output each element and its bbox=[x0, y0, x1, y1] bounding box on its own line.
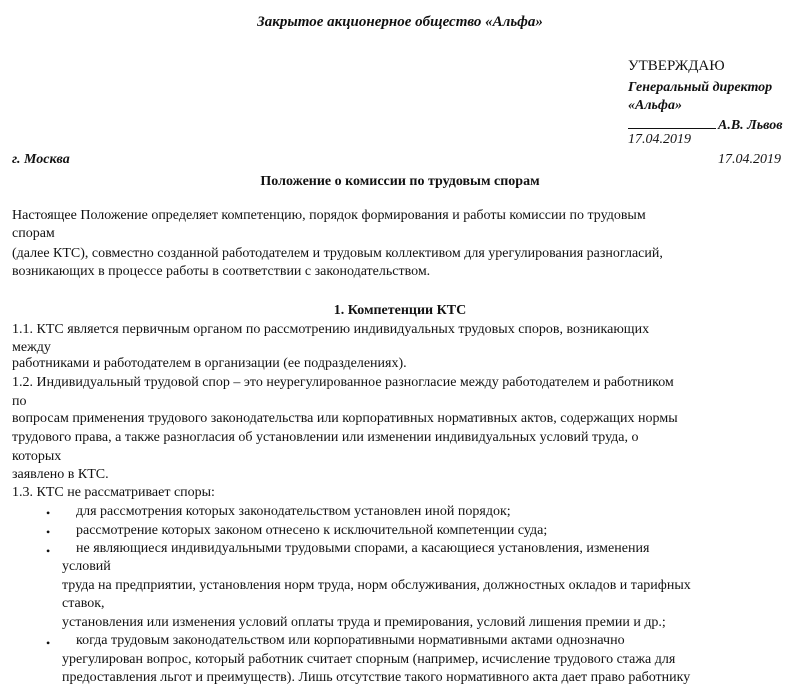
list-item: для рассмотрения которых законодательством установлен иной порядок; bbox=[76, 504, 511, 519]
approval-position-line1: Генеральный директор bbox=[628, 80, 773, 95]
approval-signature-name: А.В. Львов bbox=[718, 118, 783, 133]
bullet-icon: • bbox=[46, 525, 51, 539]
document-city: г. Москва bbox=[12, 152, 70, 167]
section-line: вопросам применения трудового законодательства или корпоративных нормативных актов, содержащих нормы bbox=[12, 411, 678, 426]
section-line: 1.2. Индивидуальный трудовой спор – это неурегулированное разногласие между работодателем и работником bbox=[12, 375, 674, 390]
list-item: рассмотрение которых законом отнесено к исключительной компетенции суда; bbox=[76, 523, 548, 538]
document-title: Положение о комиссии по трудовым спорам bbox=[260, 174, 540, 189]
list-item-continuation: условий bbox=[62, 559, 111, 574]
bullet-icon: • bbox=[46, 506, 51, 520]
section-line: работниками и работодателем в организации (ее подразделениях). bbox=[12, 356, 407, 371]
section-title: 1. Компетенции КТС bbox=[333, 303, 467, 318]
intro-line: спорам bbox=[12, 226, 55, 241]
bullet-icon: • bbox=[46, 636, 51, 650]
document-date: 17.04.2019 bbox=[718, 152, 781, 167]
intro-line: возникающих в процессе работы в соответствии с законодательством. bbox=[12, 264, 431, 279]
bullet-icon: • bbox=[46, 544, 51, 558]
section-line: трудового права, а также разногласия об установлении или изменении индивидуальных условий труда, о bbox=[12, 430, 639, 445]
list-item: не являющиеся индивидуальными трудовыми спорами, а касающиеся установления, изменения bbox=[76, 541, 650, 556]
section-line: между bbox=[12, 340, 51, 355]
section-line: которых bbox=[12, 449, 62, 464]
list-item-continuation: урегулирован вопрос, который работник считает спорным (например, исчисление трудового стажа для bbox=[62, 652, 676, 667]
section-line: 1.3. КТС не рассматривает споры: bbox=[12, 485, 215, 500]
intro-line: Настоящее Положение определяет компетенцию, порядок формирования и работы комиссии по трудовым bbox=[12, 208, 646, 223]
approval-date: 17.04.2019 bbox=[628, 132, 691, 147]
list-item-continuation: предоставления льгот и преимуществ). Лишь отсутствие такого нормативного акта дает право работнику bbox=[62, 670, 691, 685]
signature-rule bbox=[628, 116, 716, 129]
organization-name: Закрытое акционерное общество «Альфа» bbox=[257, 14, 543, 30]
section-line: заявлено в КТС. bbox=[12, 467, 109, 482]
list-item-continuation: труда на предприятии, установления норм труда, норм обслуживания, должностных окладов и тарифных bbox=[62, 578, 691, 593]
list-item-continuation: установления или изменения условий оплаты труда и премирования, условий лишения премии и др.; bbox=[62, 615, 666, 630]
section-line: по bbox=[12, 394, 27, 409]
list-item-continuation: ставок, bbox=[62, 596, 105, 611]
approval-position-line2: «Альфа» bbox=[628, 98, 682, 113]
approval-title: УТВЕРЖДАЮ bbox=[628, 58, 725, 74]
section-line: 1.1. КТС является первичным органом по рассмотрению индивидуальных трудовых споров, возникающих bbox=[12, 322, 650, 337]
list-item: когда трудовым законодательством или корпоративными нормативными актами однозначно bbox=[76, 633, 625, 648]
intro-line: (далее КТС), совместно созданной работодателем и трудовым коллективом для урегулирования разногласий, bbox=[12, 246, 663, 261]
